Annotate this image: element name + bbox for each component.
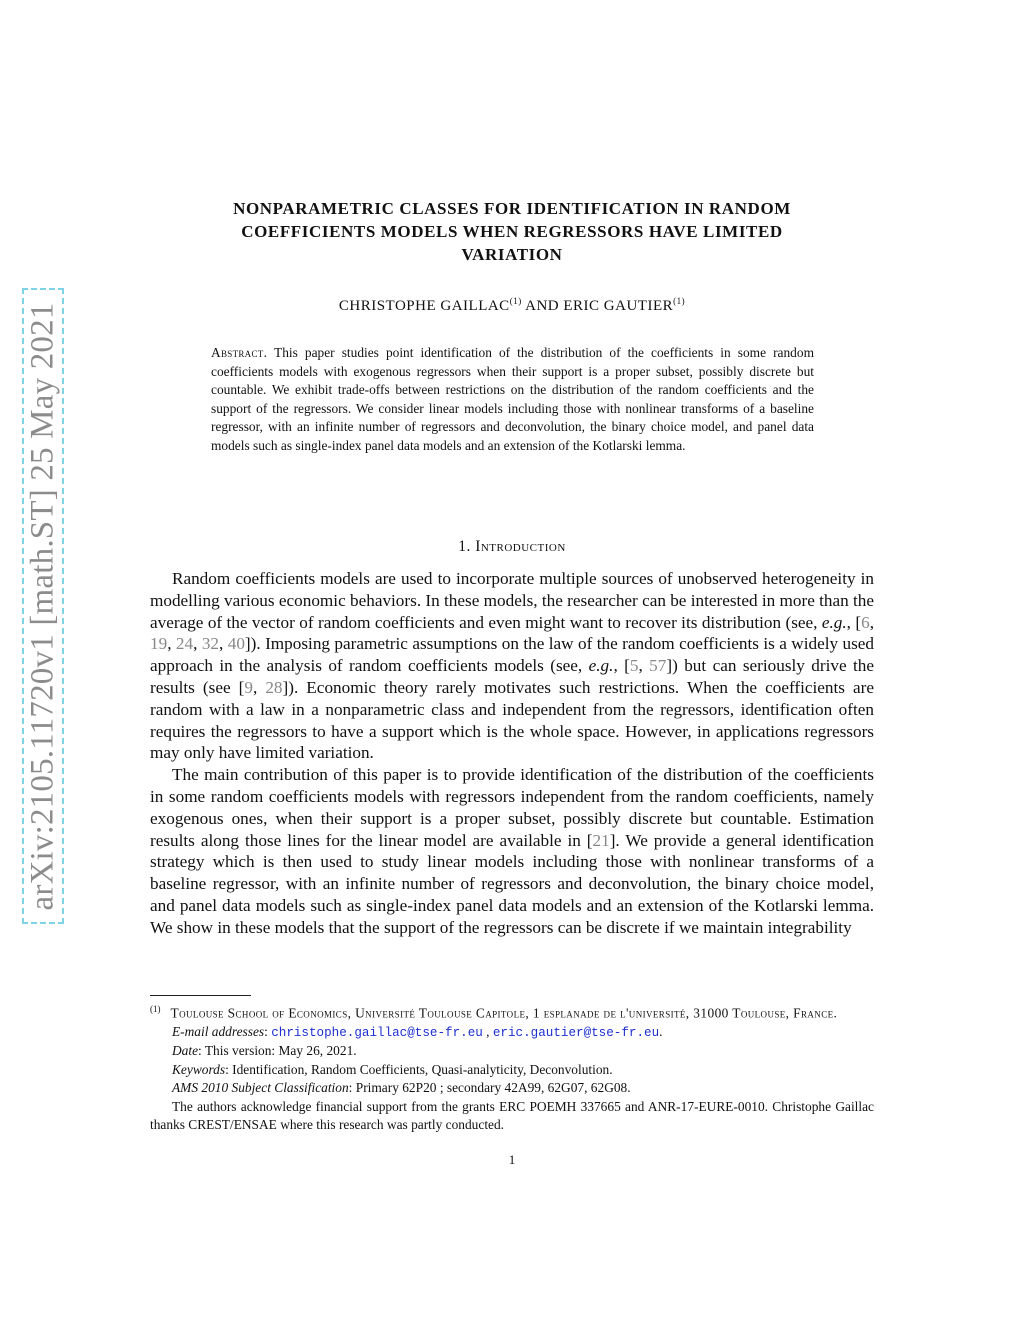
citation-link[interactable]: 9	[244, 677, 253, 697]
email-footnote: E-mail addresses: christophe.gaillac@tse-fr.eu , eric.gautier@tse-fr.eu.	[172, 1023, 663, 1040]
email-link[interactable]: christophe.gaillac@tse-fr.eu	[271, 1025, 483, 1040]
text-run: , [	[846, 612, 862, 632]
text-run: The main contribution of this paper is to provide identification of the distribution of the coefficients in some random coefficients models with regressors independent from the random coefficients, namely exogenous ones, when their support is a proper subset, possibly discrete but countable. Estimation results along those lines for the linear model are available in [	[150, 765, 874, 850]
ams-value: Primary 62P20 ; secondary 42A99, 62G07, 62G08.	[355, 1080, 631, 1096]
author-name: CHRISTOPHE GAILLAC	[338, 298, 510, 314]
citation-link[interactable]: 57	[649, 656, 667, 676]
citation-link[interactable]: 5	[629, 656, 639, 676]
citation-link[interactable]: 21	[592, 830, 610, 850]
text-run: Random coefficients models are used to incorporate multiple sources of unobserved heterogeneity in modelling various economic behaviors. In these models, the researcher can be interested in more than the average of the vector of random coefficients and even might want to recover its distribution (see,	[150, 569, 875, 632]
text-run: ]) but can seriously drive the results (see [	[150, 656, 874, 697]
date-label: Date	[172, 1043, 199, 1059]
author-conjunction: AND	[521, 298, 564, 314]
affiliation-footnote	[150, 1000, 874, 1023]
citation-link[interactable]: 32	[201, 634, 219, 654]
email-label: E-mail addresses	[172, 1023, 265, 1039]
section-number: 1.	[458, 538, 471, 555]
email-link[interactable]: eric.gautier@tse-fr.eu	[492, 1025, 660, 1040]
citation-link[interactable]: 19	[150, 634, 168, 654]
affiliation-marker: (1)	[509, 296, 522, 306]
title-line: NONPARAMETRIC CLASSES FOR IDENTIFICATION IN RANDOM	[233, 199, 791, 218]
citation-link[interactable]: 24	[175, 634, 194, 654]
arxiv-identifier-stamp[interactable]	[22, 288, 64, 924]
author-name: ERIC GAUTIER	[563, 298, 674, 314]
text-run: ]). Economic theory rarely motivates such restrictions. When the coefficients are random with a law in a nonparametric class and independent from the regressors, identification often requires the regressors to have a support which is the whole space. However, in applications regressors may only have limited variation.	[150, 677, 874, 763]
text-run: ]). Imposing parametric assumptions on the law of the random coefficients is a widely used approach in the analysis of random coefficients models (see,	[150, 634, 874, 676]
abstract-label: Abstract.	[211, 345, 268, 360]
page-number: 1	[508, 1152, 516, 1167]
paper-title	[140, 197, 884, 266]
text-run: e.g.	[588, 656, 614, 676]
section-heading	[140, 538, 884, 556]
arxiv-identifier-text: arXiv:2105.11720v1 [math.ST] 25 May 2021	[24, 301, 61, 911]
text-run: ]. We provide a general identification strategy which is then used to study linear models including those with nonlinear transforms of a baseline regressor, with an infinite number of regressors and deconvolution, the binary choice model, and panel data models such as single-index panel data models and an extension of the Kotlarski lemma. We show in these models that the support of the regressors can be discrete if we maintain integrability	[150, 830, 874, 937]
citation-link[interactable]: 28	[265, 677, 283, 697]
abstract	[211, 344, 814, 456]
footnotes	[150, 1000, 874, 1134]
affiliation-marker: (1)	[150, 1004, 161, 1014]
abstract-text: This paper studies point identification of the distribution of the coefficients in some random coefficients models with exogenous regressors when their support is a proper subset, possibly discrete but countable. We exhibit trade-offs between restrictions on the distribution of the random coefficients and the support of the regressors. We consider linear models including those with nonlinear transforms of a baseline regressor, with an infinite number of regressors and deconvolution, the binary choice model, and panel data models such as single-index panel data models and an extension of the Kotlarski lemma.	[211, 345, 814, 453]
section-title: Introduction	[475, 538, 566, 555]
paragraph: Random coefficients models are used to incorporate multiple sources of unobserved heterogeneity in modelling various economic behaviors. In these models, the researcher can be interested in more than the average of the vector of random coefficients and even might want to recover its distribution (see, e.g., [6, 19, 24, 32, 40]). Imposing parametric assumptions on the law of the random coefficients is a widely used approach in the analysis of random coefficients models (see, e.g., [5, 57]) but can seriously drive the results (see [9, 28]). Economic theory rarely motivates such restrictions. When the coefficients are random with a law in a nonparametric class and independent from the regressors, identification often requires the regressors to have a support which is the whole space. However, in applications regressors may only have limited variation.	[150, 569, 875, 763]
affiliation-marker: (1)	[673, 296, 686, 306]
date-footnote: Date: This version: May 26, 2021.	[172, 1043, 357, 1059]
body-text	[150, 568, 874, 939]
date-value: This version: May 26, 2021.	[204, 1043, 357, 1059]
affiliation-text: Toulouse School of Economics, Université Toulouse Capitole, 1 esplanade de l'université, 31000 Toulouse, France.	[170, 1005, 838, 1021]
citation-link[interactable]: 40	[227, 634, 245, 654]
footnote-divider	[150, 995, 251, 996]
ams-label: AMS 2010 Subject Classification	[172, 1080, 349, 1096]
text-run: , [	[613, 656, 630, 676]
citation-link[interactable]: 6	[861, 612, 870, 632]
keywords-label: Keywords	[172, 1061, 226, 1077]
acknowledgment-footnote: The authors acknowledge financial support from the grants ERC POEMH 337665 and ANR-17-EURE-0010. Christophe Gaillac thanks CREST/ENSAE where this research was partly conducted.	[150, 1098, 874, 1132]
title-line: VARIATION	[461, 245, 563, 264]
ams-footnote: AMS 2010 Subject Classification: Primary 62P20 ; secondary 42A99, 62G07, 62G08.	[172, 1080, 631, 1096]
title-line: COEFFICIENTS MODELS WHEN REGRESSORS HAVE LIMITED	[241, 222, 783, 241]
author-list	[140, 296, 884, 315]
keywords-value: Identification, Random Coefficients, Quasi-analyticity, Deconvolution.	[232, 1061, 613, 1077]
paragraph	[150, 764, 874, 938]
keywords-footnote: Keywords: Identification, Random Coefficients, Quasi-analyticity, Deconvolution.	[172, 1061, 613, 1077]
text-run: e.g.	[821, 612, 847, 632]
